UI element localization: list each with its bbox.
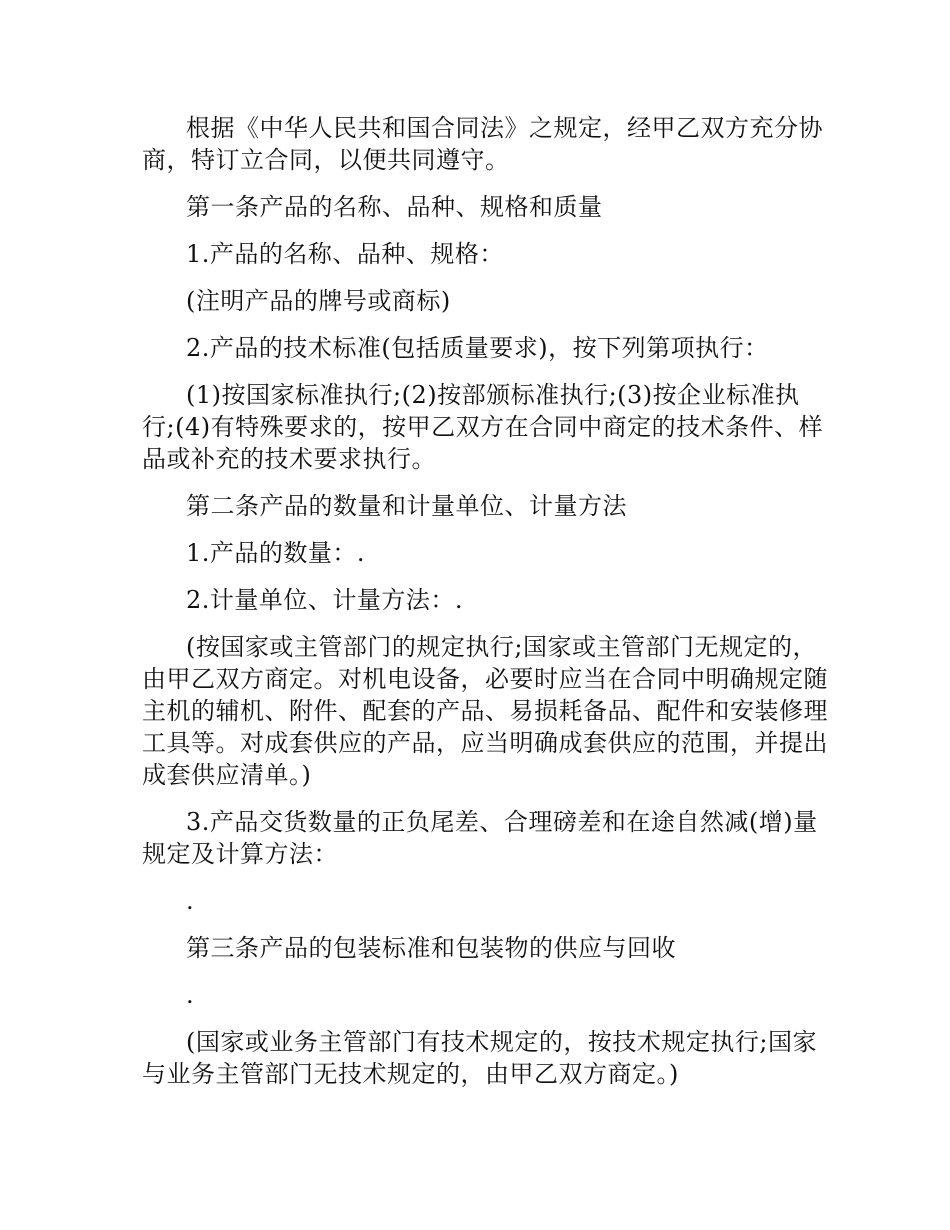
article-1-item-2-options: (1)按国家标准执行;(2)按部颁标准执行;(3)按企业标准执行;(4)有特殊要求的，按甲乙双方在合同中商定的技术条件、样品或补充的技术要求执行。 bbox=[142, 381, 824, 473]
article-3-note: (国家或业务主管部门有技术规定的，按技术规定执行;国家与业务主管部门无技术规定的，由甲乙双方商定。) bbox=[142, 1028, 817, 1088]
article-1-heading: 第一条产品的名称、品种、规格和质量 bbox=[186, 193, 603, 221]
article-1-item-2: 2.产品的技术标准(包括质量要求)，按下列第项执行： bbox=[186, 334, 769, 362]
article-2-item-1: 1.产品的数量：. bbox=[186, 539, 366, 567]
article-1-item-1: 1.产品的名称、品种、规格： bbox=[186, 240, 504, 268]
article-3-heading: 第三条产品的包装标准和包装物的供应与回收 bbox=[186, 934, 676, 962]
paragraph-preamble: 根据《中华人民共和国合同法》之规定，经甲乙双方充分协商，特订立合同，以便共同遵守。 bbox=[142, 114, 823, 174]
article-3-blank: . bbox=[186, 981, 195, 1009]
article-2-heading: 第二条产品的数量和计量单位、计量方法 bbox=[186, 492, 627, 520]
article-1-item-1-note: (注明产品的牌号或商标) bbox=[186, 287, 451, 315]
article-2-item-2-note: (按国家或主管部门的规定执行;国家或主管部门无规定的，由甲乙双方商定。对机电设备，必要时应当在合同中明确规定随主机的辅机、附件、配套的产品、易损耗备品、配件和安装修理工具等。对成套供应的产品，应当明确成套供应的范围，并提出成套供应清单。) bbox=[142, 633, 828, 789]
article-2-item-2: 2.计量单位、计量方法：. bbox=[186, 586, 464, 614]
article-2-item-3-blank: . bbox=[186, 887, 195, 915]
article-2-item-3: 3.产品交货数量的正负尾差、合理磅差和在途自然减(增)量规定及计算方法： bbox=[142, 808, 818, 868]
contract-body bbox=[142, 112, 832, 1105]
